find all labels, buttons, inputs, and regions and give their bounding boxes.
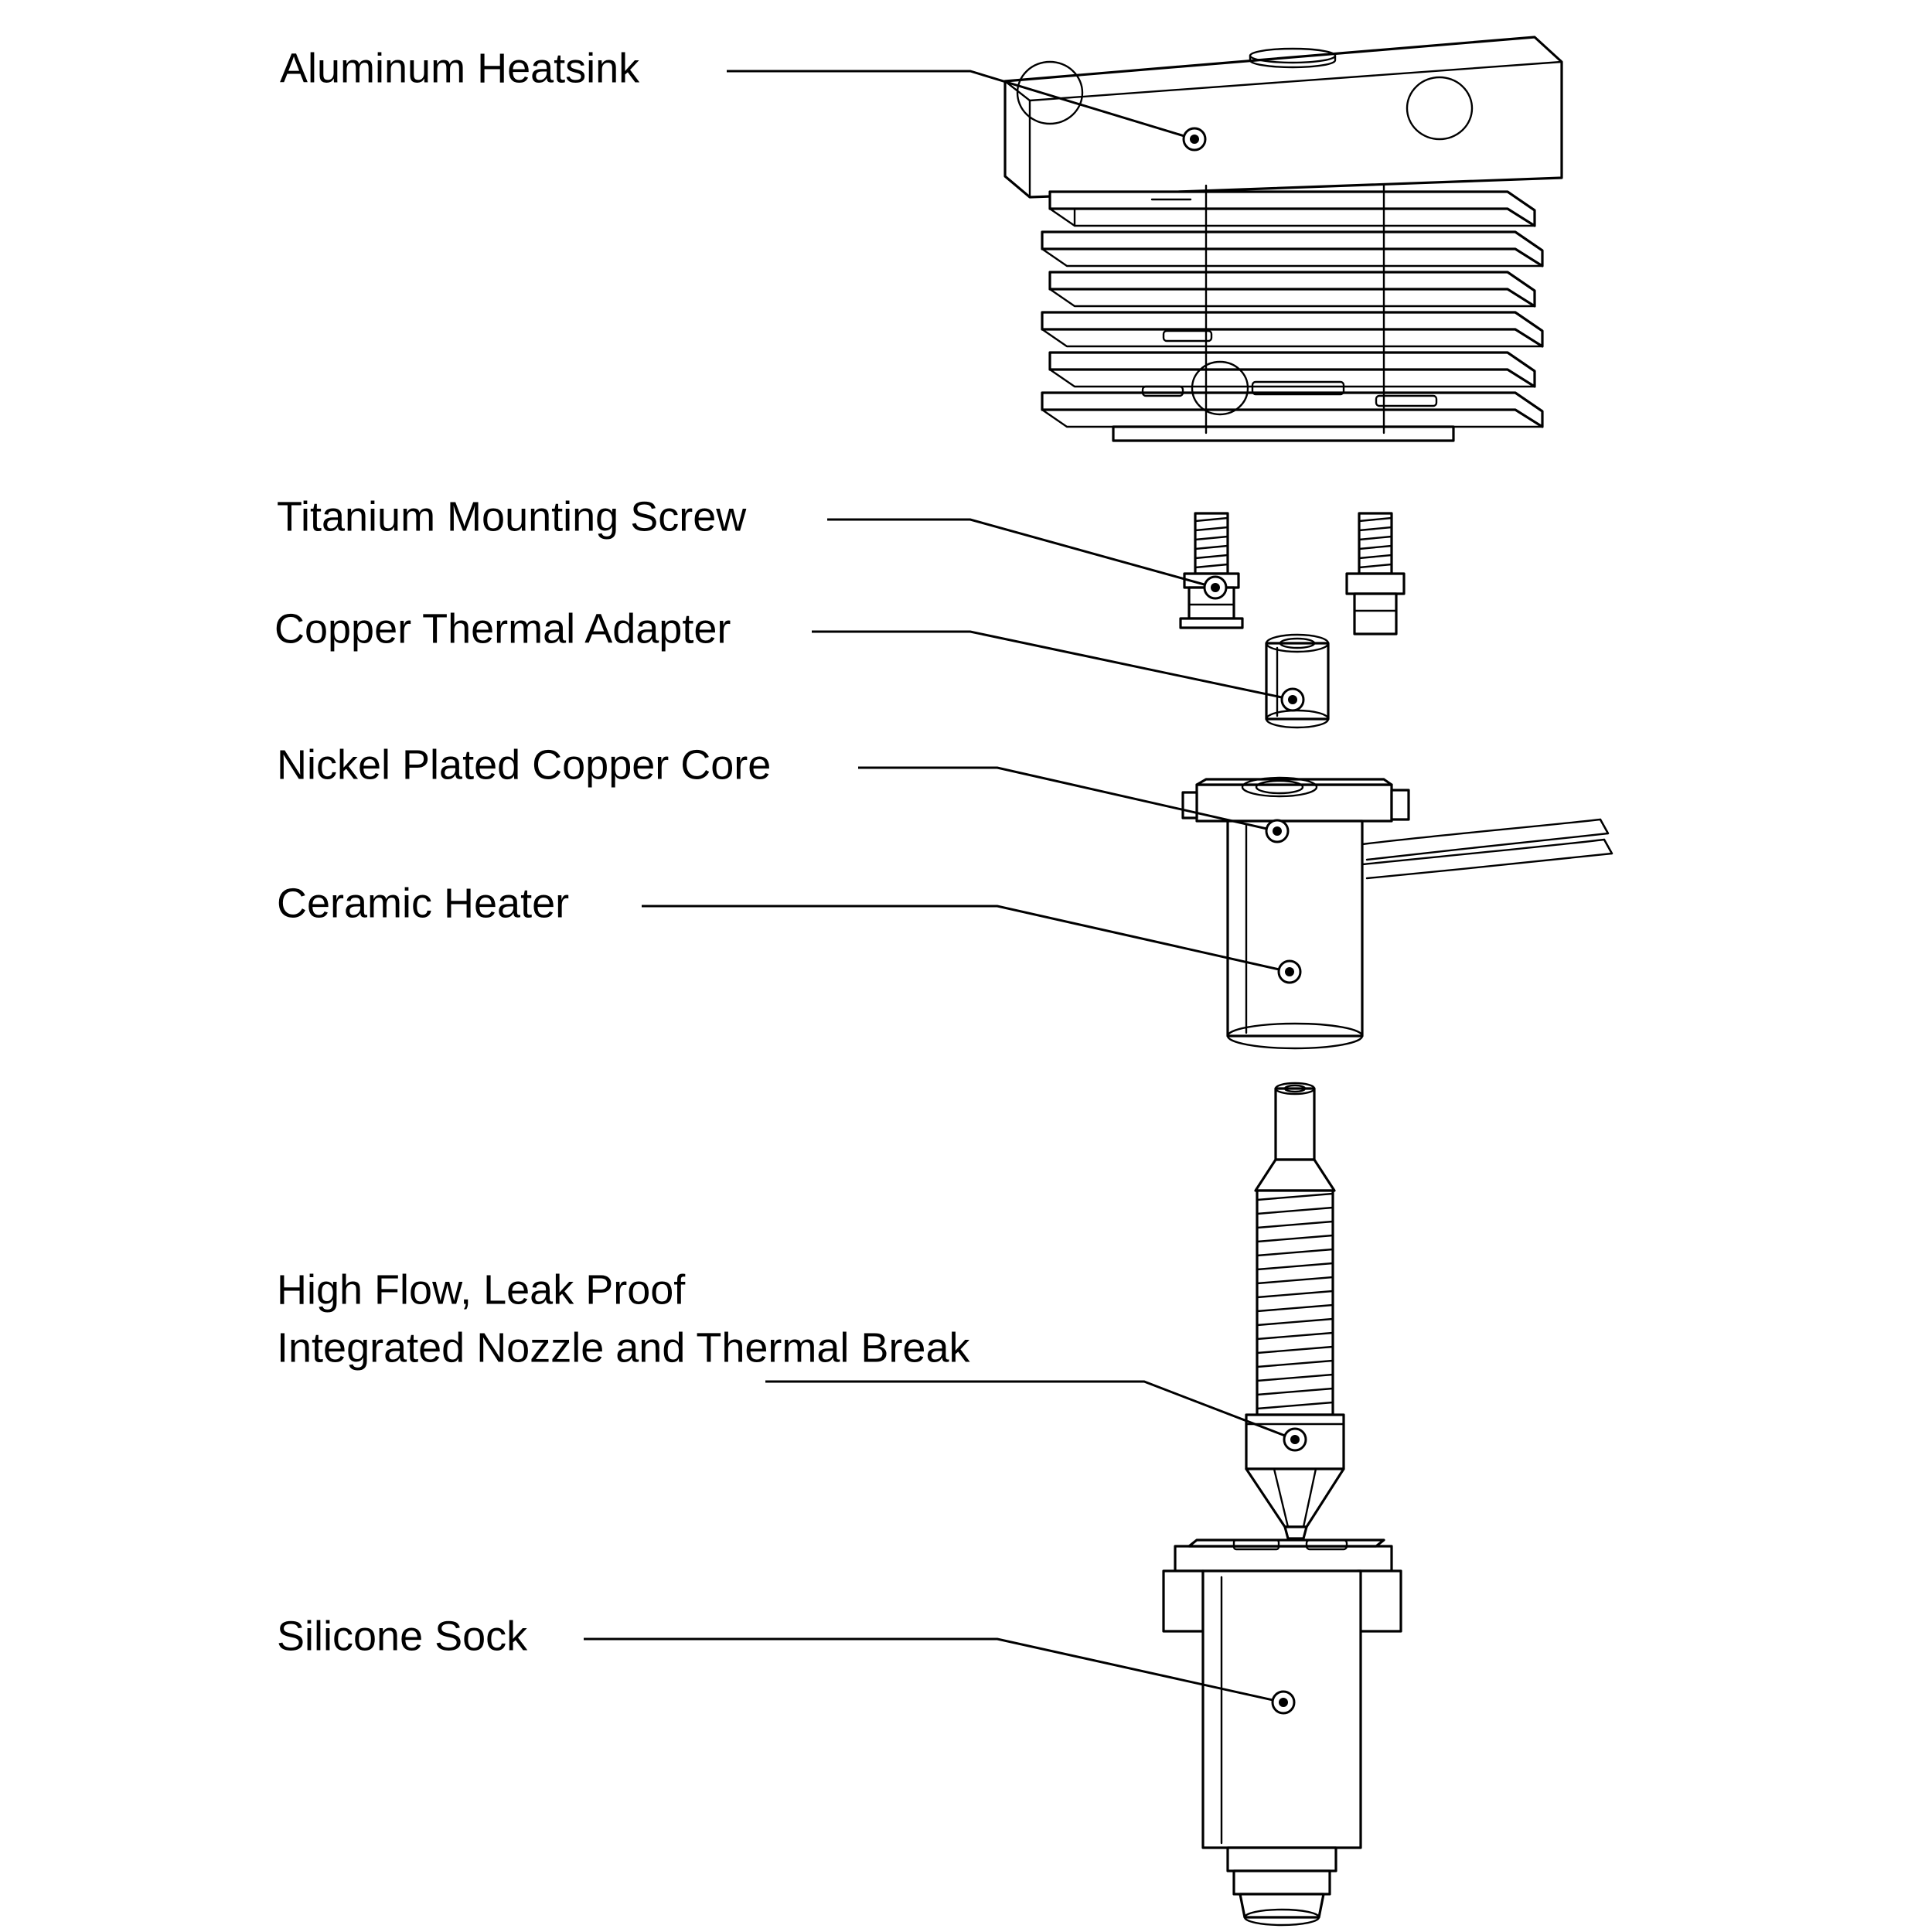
part-titanium-mounting-screw-right (1347, 513, 1404, 634)
part-copper-thermal-adapter (1266, 635, 1328, 727)
part-titanium-mounting-screw-left (1181, 513, 1242, 628)
heatsink-fins (1042, 192, 1542, 441)
label-nozzle-line-1: High Flow, Leak Proof (277, 1266, 686, 1314)
part-silicone-sock (1164, 1540, 1401, 1925)
label-nozzle-line-2: Integrated Nozzle and Thermal Break (277, 1324, 970, 1371)
callout-dot-titanium-mounting-screw (1205, 577, 1226, 598)
heater-wires (1362, 819, 1612, 878)
part-nickel-plated-copper-core (1183, 778, 1612, 1048)
part-integrated-nozzle-thermal-break (1246, 1083, 1344, 1538)
callout-dot-integrated-nozzle-thermal-break (1284, 1429, 1306, 1450)
callout-dot-aluminum-heatsink (1184, 128, 1205, 150)
callout-dot-copper-thermal-adapter (1282, 689, 1303, 710)
callout-dot-silicone-sock (1273, 1692, 1294, 1713)
label-ceramic-heater: Ceramic Heater (277, 880, 570, 927)
label-titanium-mounting-screw: Titanium Mounting Screw (277, 493, 747, 540)
callout-dot-ceramic-heater (1279, 961, 1300, 983)
label-aluminum-heatsink: Aluminum Heatsink (280, 45, 640, 92)
label-nickel-plated-copper-core: Nickel Plated Copper Core (277, 741, 772, 789)
label-copper-thermal-adapter: Copper Thermal Adapter (274, 605, 731, 653)
callout-labels (274, 45, 970, 1659)
part-aluminum-heatsink (1005, 37, 1562, 441)
label-silicone-sock: Silicone Sock (277, 1613, 528, 1660)
callout-dot-nickel-plated-copper-core (1266, 820, 1288, 842)
